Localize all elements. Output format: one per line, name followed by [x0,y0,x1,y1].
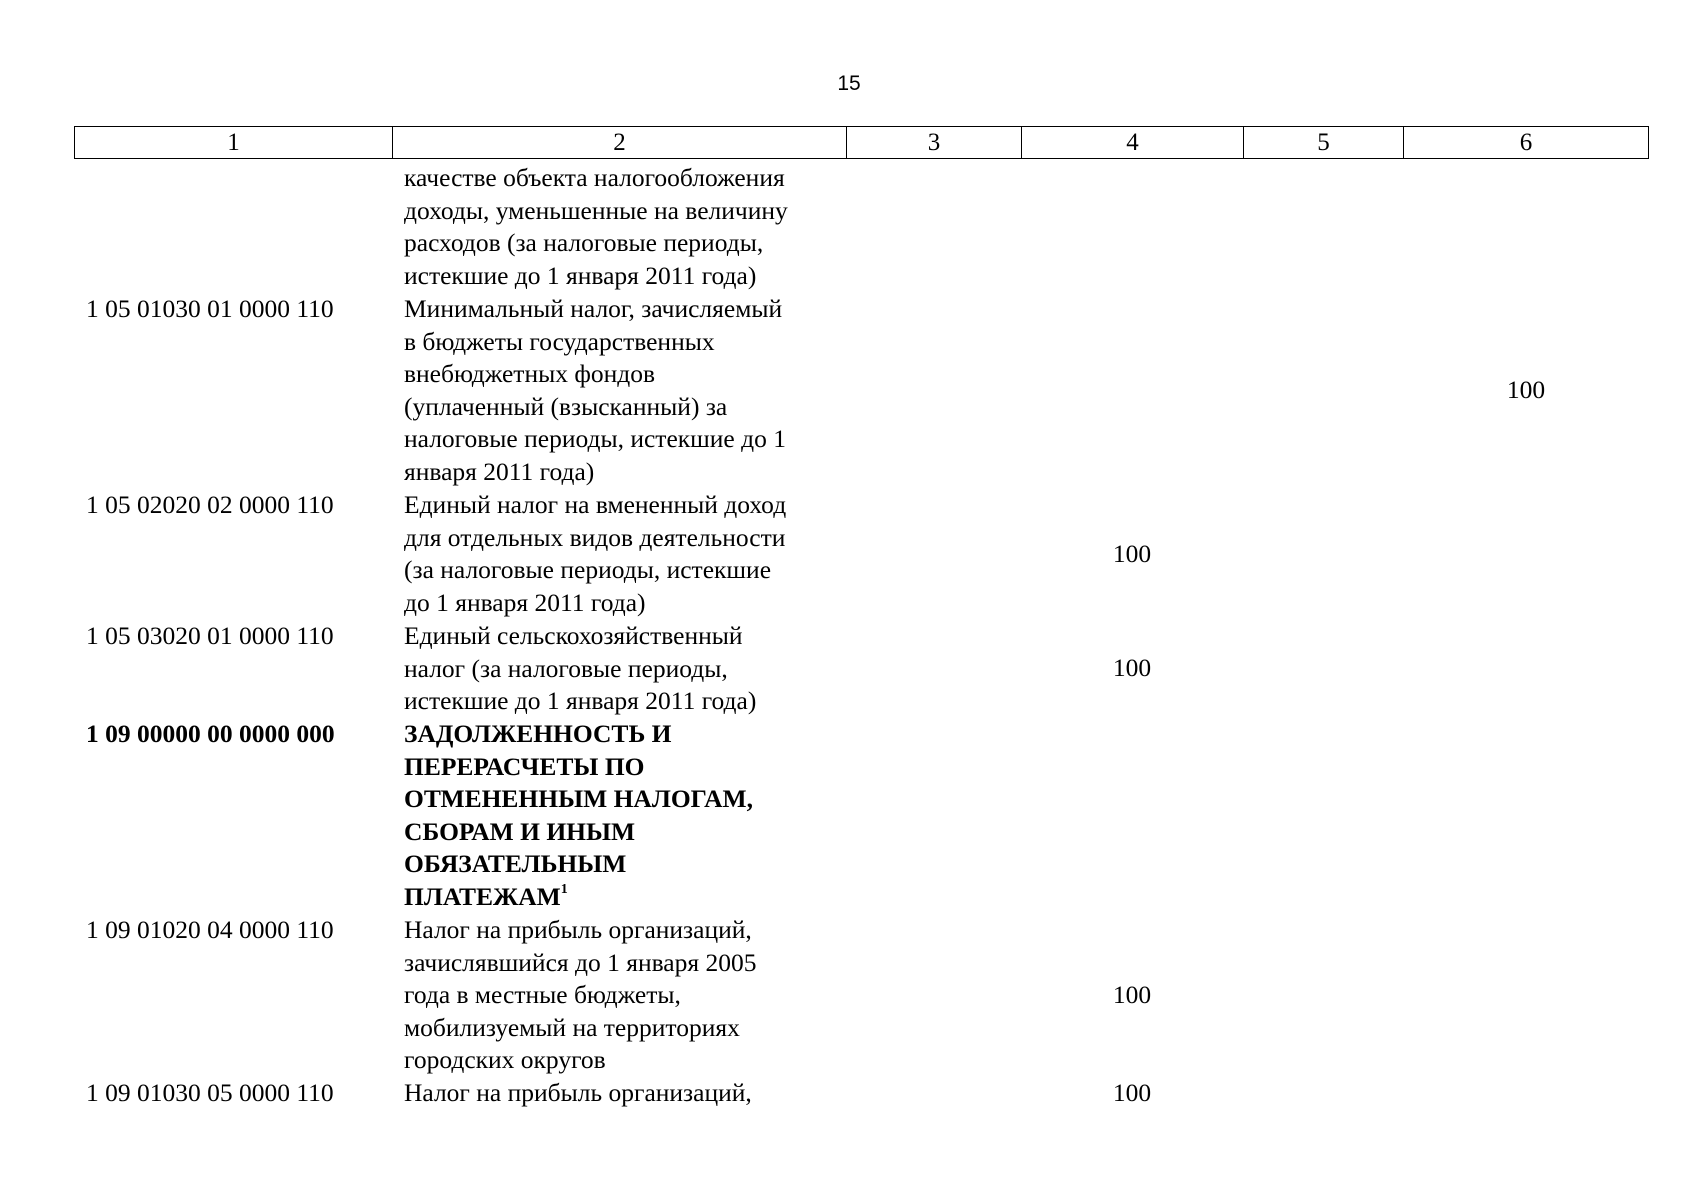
description-line: Единый налог на вмененный доход [404,490,787,519]
description-line: января 2011 года) [404,456,595,486]
row-description [404,914,854,1077]
description-line: расходов (за налоговые периоды, [404,228,764,258]
description-line: доходы, уменьшенные на величину [404,195,788,225]
row-col4-value: 100 [1112,980,1152,1009]
header-col-3: 3 [847,127,1022,159]
row-col4-value: 100 [1112,539,1152,568]
description-line: Минимальный налог, зачисляемый [404,294,783,323]
row-description [404,162,854,292]
description-line: ОБЯЗАТЕЛЬНЫМ [404,849,627,879]
header-row [75,127,1649,159]
header-col-6: 6 [1404,127,1649,159]
row-description [404,718,854,914]
description-line: Единый сельскохозяйственный [404,621,743,650]
description-line: внебюджетных фондов [404,359,656,389]
header-col-1: 1 [75,127,393,159]
row-code: 1 05 01030 01 0000 110 [86,294,334,323]
row-code: 1 05 03020 01 0000 110 [86,621,334,650]
header-col-2: 2 [393,127,847,159]
description-line: налог (за налоговые периоды, [404,653,728,683]
description-line: в бюджеты государственных [404,326,715,356]
description-line: качестве объекта налогообложения [404,163,785,192]
row-code: 1 05 02020 02 0000 110 [86,490,334,519]
description-line: ОТМЕНЕННЫМ НАЛОГАМ, [404,784,753,814]
row-description [404,1077,854,1110]
description-text: ПЛАТЕЖАМ [404,881,561,911]
description-line: Налог на прибыль организаций, [404,1078,752,1107]
table-header [74,126,1649,159]
description-line: до 1 января 2011 года) [404,587,646,617]
description-line: Налог на прибыль организаций, [404,915,752,944]
description-line: истекшие до 1 января 2011 года) [404,260,757,290]
description-line: городских округов [404,1045,606,1075]
header-col-5: 5 [1244,127,1404,159]
description-line: (уплаченный (взысканный) за [404,391,728,421]
description-line: зачислявшийся до 1 января 2005 [404,947,757,977]
row-description [404,620,854,718]
row-code: 1 09 01020 04 0000 110 [86,915,334,944]
description-line: СБОРАМ И ИНЫМ [404,816,636,846]
page-number: 15 [837,72,861,95]
footnote-marker: 1 [560,881,568,897]
description-line: истекшие до 1 января 2011 года) [404,686,757,716]
description-line: года в местные бюджеты, [404,980,681,1010]
description-line: ПЕРЕРАСЧЕТЫ ПО [404,751,645,781]
description-line: (за налоговые периоды, истекшие [404,555,772,585]
description-line: налоговые периоды, истекшие до 1 [404,424,786,454]
row-code: 1 09 01030 05 0000 110 [86,1078,334,1107]
description-line: ЗАДОЛЖЕННОСТЬ И [404,719,672,748]
description-line: для отдельных видов деятельности [404,522,786,552]
header-col-4: 4 [1022,127,1244,159]
row-description [404,489,854,619]
row-description [404,293,854,489]
description-line: мобилизуемый на территориях [404,1012,740,1042]
row-col4-value: 100 [1112,653,1152,682]
row-col4-value: 100 [1112,1078,1152,1107]
row-code: 1 09 00000 00 0000 000 [86,719,335,748]
description-line [404,881,854,914]
row-col6-value: 100 [1506,375,1546,404]
